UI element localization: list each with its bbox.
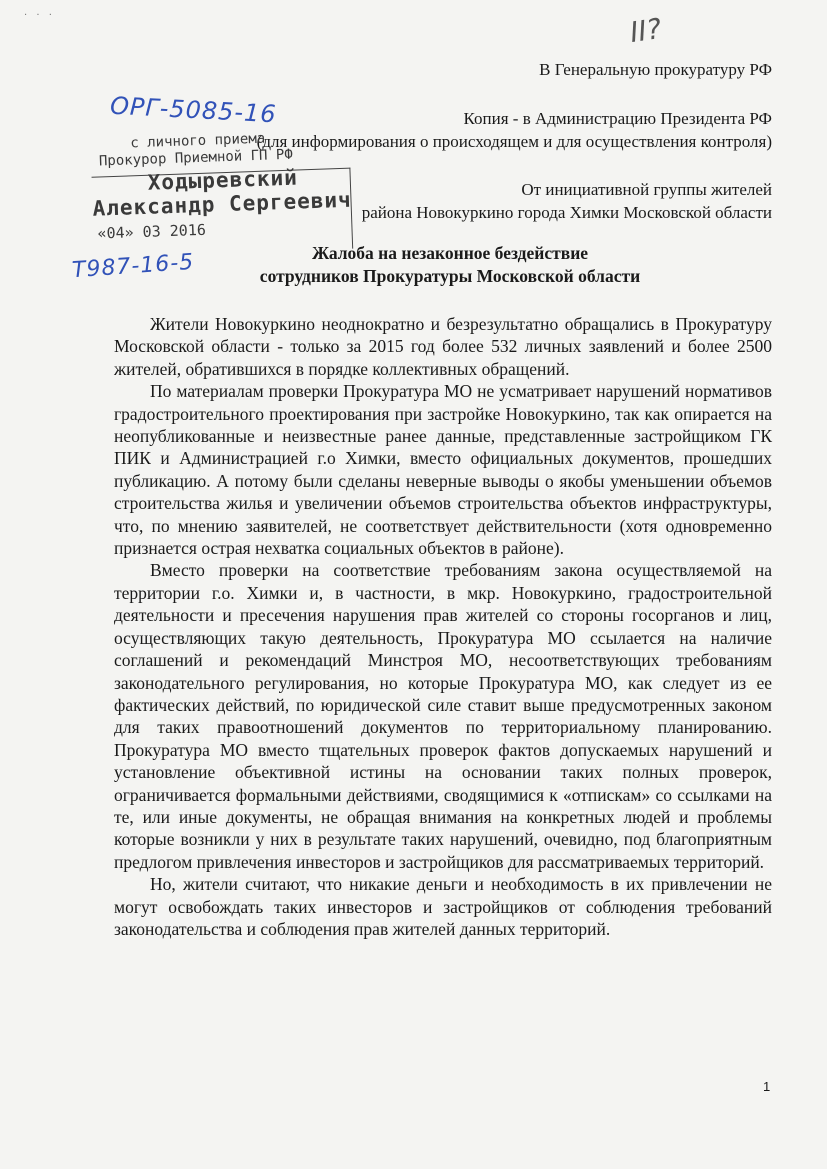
stamp-date: «04» 03 2016 (97, 220, 207, 243)
stamp-line-1: с личного приема (130, 130, 266, 152)
sender-line-1: От инициативной группы жителей (521, 180, 772, 199)
paragraph-1: Жители Новокуркино неоднократно и безрезультатно обращались в Прокуратуру Московской области - только за 2015 год более 532 личных заявлений и более 2500 жителей, обратившихся в порядке коллективных обращений. (114, 314, 772, 379)
document-body (114, 313, 772, 940)
handwritten-registration-number-bottom: Т987-16-5 (71, 249, 196, 284)
scan-dots: · · · (24, 10, 55, 21)
copy-addressee: Копия - в Администрацию Президента РФ (463, 109, 772, 128)
handwritten-registration-number-top: ОРГ-5085-16 (109, 91, 278, 129)
title-line-2: сотрудников Прокуратуры Московской области (259, 266, 641, 286)
addressee: В Генеральную прокуратуру РФ (539, 60, 772, 79)
title-line-1: Жалоба на незаконное бездействие (311, 243, 589, 263)
sender-line-2: района Новокуркино города Химки Московской области (361, 203, 772, 222)
sender-block (362, 178, 772, 224)
stamp-line-3: Ходыревский (147, 165, 299, 195)
page-number: 1 (763, 1079, 771, 1094)
stamp-line-2: Прокурор Приемной ГП РФ (98, 146, 294, 170)
paragraph-4: Но, жители считают, что никакие деньги и необходимость в их привлечении не могут освобождать таких инвесторов и застройщиков от соблюдения требований законодательства и соблюдения прав жителей данных территорий. (114, 874, 772, 939)
paragraph-3: Вместо проверки на соответствие требованиям закона осуществляемой на территории г.о. Химки и, в частности, в мкр. Новокуркино, градостроительной деятельности и пресечения нарушения прав жителей со стороны госорганов и лиц, осуществляющих такую деятельность, Прокуратура МО ссылается на наличие соглашений и рекомендаций Минстроя МО, несоответствующих требованиям законодательного регулирования, но которые Прокуратура МО, как следует из ее фактических действий, по юридической силе ставит выше предусмотренных законом для таких правоотношений документов по территориальному планированию. Прокуратура МО вместо тщательных проверок фактов допускаемых нарушений и установление объективной истины на основании таких полных проверок, ограничивается формальными действиями, сводящимися к «отпискам» со ссылками на те, или иные документы, не обращая внимания на конкретных людей и проблемы которые возникли у них в результате таких нарушений, очевидно, под благоприятным предлогом привлечения инвесторов и застройщиков для рассматриваемых территорий. (114, 560, 772, 872)
paragraph-2: По материалам проверки Прокуратура МО не усматривает нарушений нормативов градостроительного проектирования при застройке Новокуркино, так как опирается на неопубликованные и неизвестные ранее данные, представленные застройщиком ГК ПИК и Администрацией г.о Химки, вместо официальных документов, прошедших публикацию. А потому были сделаны неверные выводы о якобы уменьшении объемов строительства жилья и увеличении объемов строительства объектов инфраструктуры, что, по мнению заявителей, не соответствует действительности (хотя одновременно признается острая нехватка социальных объектов в районе). (114, 381, 772, 559)
stamp-line-4: Александр Сергеевич (92, 187, 353, 221)
copy-note: (для информирования о происходящем и для осуществления контроля) (256, 132, 772, 151)
reception-stamp (90, 127, 364, 248)
corner-handwritten-mark: II? (627, 11, 664, 50)
document-title (150, 242, 750, 288)
